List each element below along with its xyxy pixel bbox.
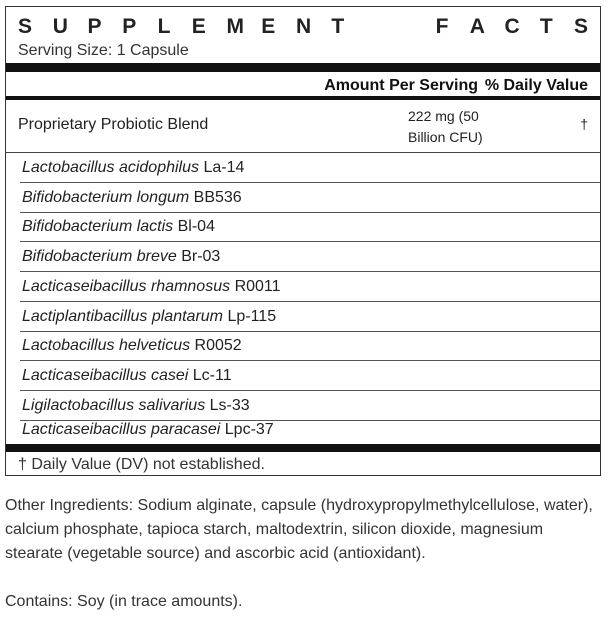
blend-amount-line: Billion CFU) [408,129,483,145]
ingredient-strain: R0052 [194,337,242,354]
ingredient-row [22,242,600,271]
ingredient-row [22,153,600,182]
column-header [6,73,588,97]
ingredient-species: Ligilactobacillus salivarius [22,397,206,414]
ingredient-species: Lactiplantibacillus plantarum [22,308,223,325]
title-letter: S [18,15,33,38]
ingredient-strain: Lpc-37 [224,421,274,438]
amount-per-serving-header: Amount Per Serving [324,77,478,94]
title-letter: E [261,15,276,38]
ingredient-species: Lacticaseibacillus casei [22,367,189,384]
blend-amount [408,106,508,148]
title-letter: P [122,15,137,38]
panel-title [18,13,588,41]
ingredient-row [22,415,600,444]
ingredient-strain: Br-03 [181,248,221,265]
ingredient-strain: La-14 [203,159,245,176]
ingredient-strain: BB536 [193,189,242,206]
ingredient-strain: Lc-11 [192,367,232,384]
title-letter: E [191,15,206,38]
ingredient-row [22,361,600,390]
serving-size: Serving Size: 1 Capsule [18,42,189,59]
blend-daily-value: † [580,116,588,132]
ingredient-row [22,331,600,360]
ingredient-species: Bifidobacterium breve [22,248,177,265]
allergen-statement: Contains: Soy (in trace amounts). [5,593,243,610]
ingredient-strain: Ls-33 [209,397,250,414]
supplement-facts-panel [5,6,601,476]
blend-row [6,100,600,152]
title-letter: C [504,15,520,38]
ingredient-species: Lactobacillus acidophilus [22,159,199,176]
title-letter: F [435,15,449,38]
thick-divider [6,444,600,452]
ingredient-row [22,272,600,301]
title-letter: S [574,15,589,38]
title-letter: N [296,15,312,38]
title-letter: P [87,15,102,38]
title-letter: M [226,15,244,38]
ingredient-strain: Bl-04 [177,218,215,235]
ingredient-species: Lactobacillus helveticus [22,337,191,354]
ingredient-species: Bifidobacterium longum [22,189,190,206]
ingredient-species: Lacticaseibacillus rhamnosus [22,278,231,295]
ingredient-strain: R0011 [234,278,281,295]
ingredient-species: Lacticaseibacillus paracasei [22,421,221,438]
ingredient-row [22,183,600,212]
ingredient-strain: Lp-115 [227,308,277,325]
blend-amount-line: 222 mg (50 [408,108,479,124]
ingredient-species: Bifidobacterium lactis [22,218,174,235]
daily-value-header: % Daily Value [484,77,588,94]
blend-name: Proprietary Probiotic Blend [18,116,209,133]
ingredient-row [22,212,600,241]
other-ingredients: Other Ingredients: Sodium alginate, capsule (hydroxypropylmethylcellulose, water), calcium phosphate, tapioca starch, maltodextrin, silicon dioxide, magnesium stearate (vegetable source) and ascorbic acid (antioxidant). [5,497,593,562]
title-letter: T [331,15,345,38]
title-letter: T [539,15,553,38]
thick-divider [6,63,600,72]
title-letter: L [157,15,171,38]
title-letter: A [469,15,485,38]
footnote: † Daily Value (DV) not established. [18,456,265,473]
title-letter: U [52,15,68,38]
ingredient-row [22,302,600,331]
